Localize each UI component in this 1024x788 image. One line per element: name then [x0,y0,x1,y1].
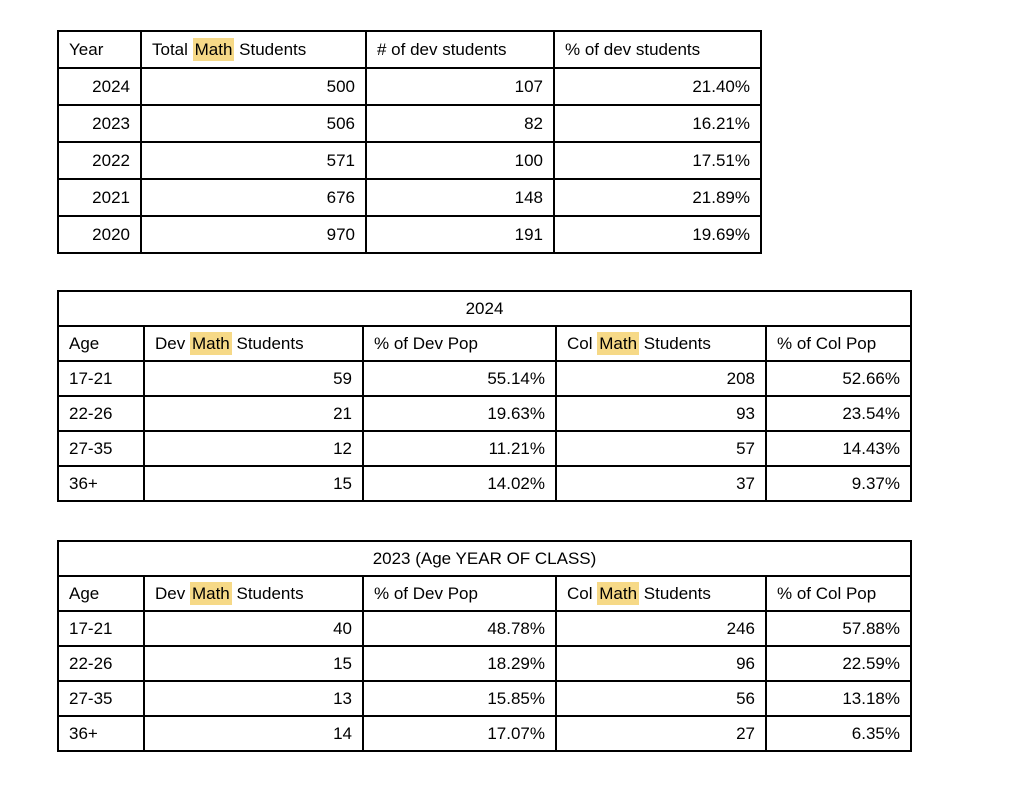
table-row [58,179,761,216]
cell-col-students: 96 [556,646,766,681]
cell-total: 500 [141,68,366,105]
column-header-col-pop-pct: % of Col Pop [766,576,911,611]
column-header-age: Age [58,576,144,611]
search-highlight: Math [194,39,233,59]
cell-dev-pop-pct: 18.29% [363,646,556,681]
cell-year: 2020 [58,216,141,253]
cell-col-pop-pct: 14.43% [766,431,911,466]
cell-dev-pct: 21.40% [554,68,761,105]
cell-year: 2023 [58,105,141,142]
cell-dev-pop-pct: 15.85% [363,681,556,716]
search-highlight: Math [599,333,638,353]
cell-dev-pop-pct: 14.02% [363,466,556,501]
cell-dev-pct: 16.21% [554,105,761,142]
cell-dev-pop-pct: 55.14% [363,361,556,396]
cell-dev-count: 82 [366,105,554,142]
cell-col-pop-pct: 22.59% [766,646,911,681]
table-row [58,646,911,681]
column-header-col-pop-pct: % of Col Pop [766,326,911,361]
table-header-row [58,31,761,68]
cell-dev-students: 15 [144,646,363,681]
table-row [58,716,911,751]
cell-year: 2024 [58,68,141,105]
cell-dev-count: 148 [366,179,554,216]
cell-col-pop-pct: 9.37% [766,466,911,501]
column-header-dev-math-students [144,326,363,361]
cell-col-students: 37 [556,466,766,501]
cell-dev-count: 107 [366,68,554,105]
column-header-dev-pct: % of dev students [554,31,761,68]
cell-dev-students: 15 [144,466,363,501]
table-row [58,611,911,646]
cell-col-pop-pct: 57.88% [766,611,911,646]
header-text: Col [567,583,598,603]
table-row [58,216,761,253]
column-header-dev-pop-pct: % of Dev Pop [363,326,556,361]
cell-total: 506 [141,105,366,142]
header-text: Total [152,39,193,59]
table-row [58,396,911,431]
cell-dev-count: 191 [366,216,554,253]
header-text: Col [567,333,598,353]
table-title: 2024 [58,291,911,326]
cell-age: 17-21 [58,611,144,646]
cell-year: 2021 [58,179,141,216]
cell-age: 22-26 [58,646,144,681]
cell-dev-students: 13 [144,681,363,716]
table-header-row [58,326,911,361]
cell-col-pop-pct: 6.35% [766,716,911,751]
age-breakdown-2023-table [57,540,912,752]
cell-dev-pop-pct: 48.78% [363,611,556,646]
header-text: Dev [155,333,190,353]
table-row [58,361,911,396]
cell-dev-pct: 21.89% [554,179,761,216]
yearly-math-students-table [57,30,762,254]
column-header-total-math-students [141,31,366,68]
column-header-dev-pop-pct: % of Dev Pop [363,576,556,611]
table-row [58,466,911,501]
cell-age: 36+ [58,466,144,501]
table-title: 2023 (Age YEAR OF CLASS) [58,541,911,576]
cell-col-students: 57 [556,431,766,466]
column-header-col-math-students [556,576,766,611]
cell-dev-pop-pct: 19.63% [363,396,556,431]
column-header-dev-math-students [144,576,363,611]
column-header-dev-count: # of dev students [366,31,554,68]
header-text: Dev [155,583,190,603]
cell-dev-pop-pct: 11.21% [363,431,556,466]
cell-total: 676 [141,179,366,216]
table-row [58,105,761,142]
column-header-year: Year [58,31,141,68]
cell-col-students: 56 [556,681,766,716]
cell-col-pop-pct: 52.66% [766,361,911,396]
cell-col-students: 246 [556,611,766,646]
table-title-row [58,291,911,326]
cell-dev-pct: 19.69% [554,216,761,253]
cell-age: 17-21 [58,361,144,396]
cell-col-pop-pct: 23.54% [766,396,911,431]
cell-dev-students: 59 [144,361,363,396]
cell-col-students: 208 [556,361,766,396]
cell-age: 27-35 [58,681,144,716]
table-row [58,431,911,466]
search-highlight: Math [191,583,230,603]
search-highlight: Math [191,333,230,353]
header-text: Students [639,583,711,603]
header-text: Students [639,333,711,353]
table-row [58,681,911,716]
cell-dev-students: 21 [144,396,363,431]
cell-col-students: 93 [556,396,766,431]
search-highlight: Math [599,583,638,603]
header-text: Students [231,333,304,353]
column-header-col-math-students [556,326,766,361]
age-breakdown-2024-table [57,290,912,502]
cell-col-students: 27 [556,716,766,751]
cell-age: 27-35 [58,431,144,466]
cell-dev-students: 40 [144,611,363,646]
header-text: Students [234,39,307,59]
table-title-row [58,541,911,576]
header-text: Students [231,583,304,603]
cell-total: 970 [141,216,366,253]
cell-year: 2022 [58,142,141,179]
cell-age: 22-26 [58,396,144,431]
cell-age: 36+ [58,716,144,751]
table-row [58,142,761,179]
cell-dev-students: 14 [144,716,363,751]
cell-dev-count: 100 [366,142,554,179]
column-header-age: Age [58,326,144,361]
table-row [58,68,761,105]
cell-dev-pct: 17.51% [554,142,761,179]
table-header-row [58,576,911,611]
cell-col-pop-pct: 13.18% [766,681,911,716]
cell-total: 571 [141,142,366,179]
cell-dev-students: 12 [144,431,363,466]
cell-dev-pop-pct: 17.07% [363,716,556,751]
